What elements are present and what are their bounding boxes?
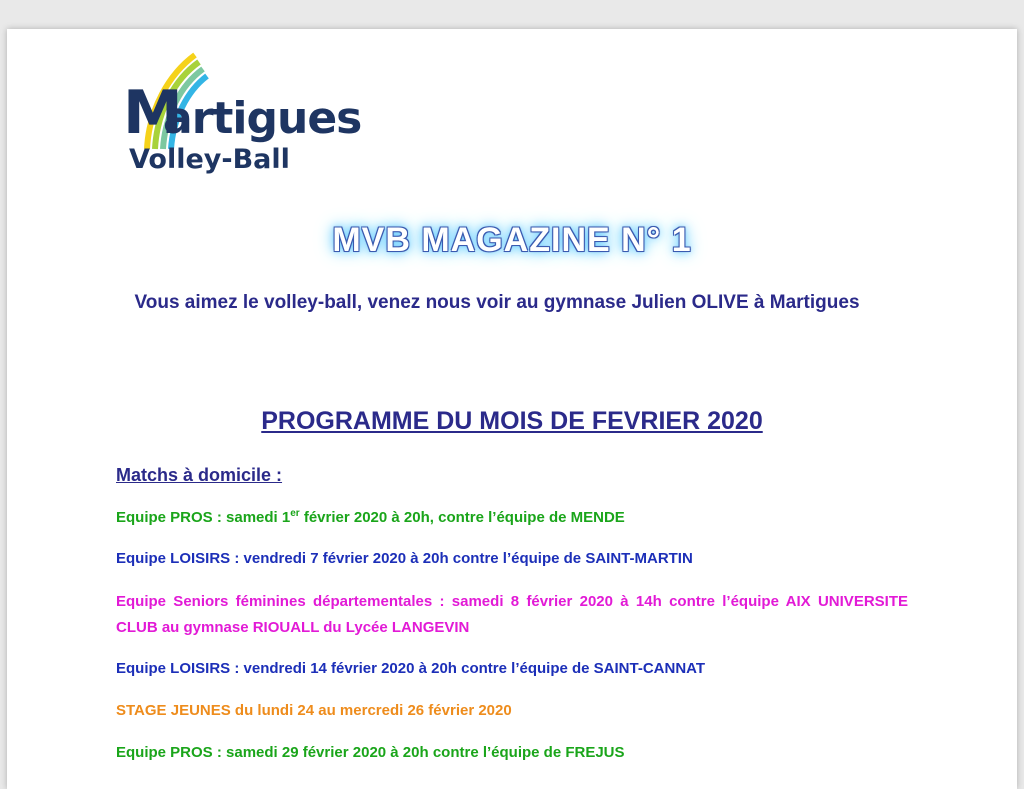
match-entry-text: février 2020 à 20h, contre l’équipe de MENDE [299, 509, 625, 526]
match-entry: Equipe Seniors féminines départementales : samedi 8 février 2020 à 14h contre l’équipe AIX UNIVERSITE CLUB au gymnase RIOUALL du Lycée LANGEVIN [116, 593, 908, 636]
intro-text: Vous aimez le volley-ball, venez nous voir au gymnase Julien OLIVE à Martigues [134, 292, 860, 313]
home-matches-heading: Matchs à domicile : [116, 465, 283, 485]
match-entry: Equipe LOISIRS : vendredi 14 février 2020 à 20h contre l’équipe de SAINT-CANNAT [116, 660, 706, 677]
ordinal-suffix: er [290, 508, 300, 519]
programme-title: PROGRAMME DU MOIS DE FEVRIER 2020 [261, 407, 763, 435]
document-page [7, 29, 1017, 789]
match-entry [116, 505, 908, 531]
match-entry-text: Equipe PROS : samedi 1 [116, 509, 291, 526]
logo-wordmark: artigues [163, 93, 362, 144]
club-logo [119, 49, 364, 184]
match-entry: Equipe PROS : samedi 29 février 2020 à 20h contre l’équipe de FREJUS [116, 744, 625, 761]
logo-letter-m: M [123, 78, 180, 148]
stage-entry: STAGE JEUNES du lundi 24 au mercredi 26 février 2020 [116, 702, 512, 719]
logo-subtitle: Volley-Ball [129, 144, 290, 175]
magazine-title: MVB MAGAZINE N° 1 [332, 221, 692, 259]
match-entry: Equipe LOISIRS : vendredi 7 février 2020 à 20h contre l’équipe de SAINT-MARTIN [116, 550, 693, 567]
